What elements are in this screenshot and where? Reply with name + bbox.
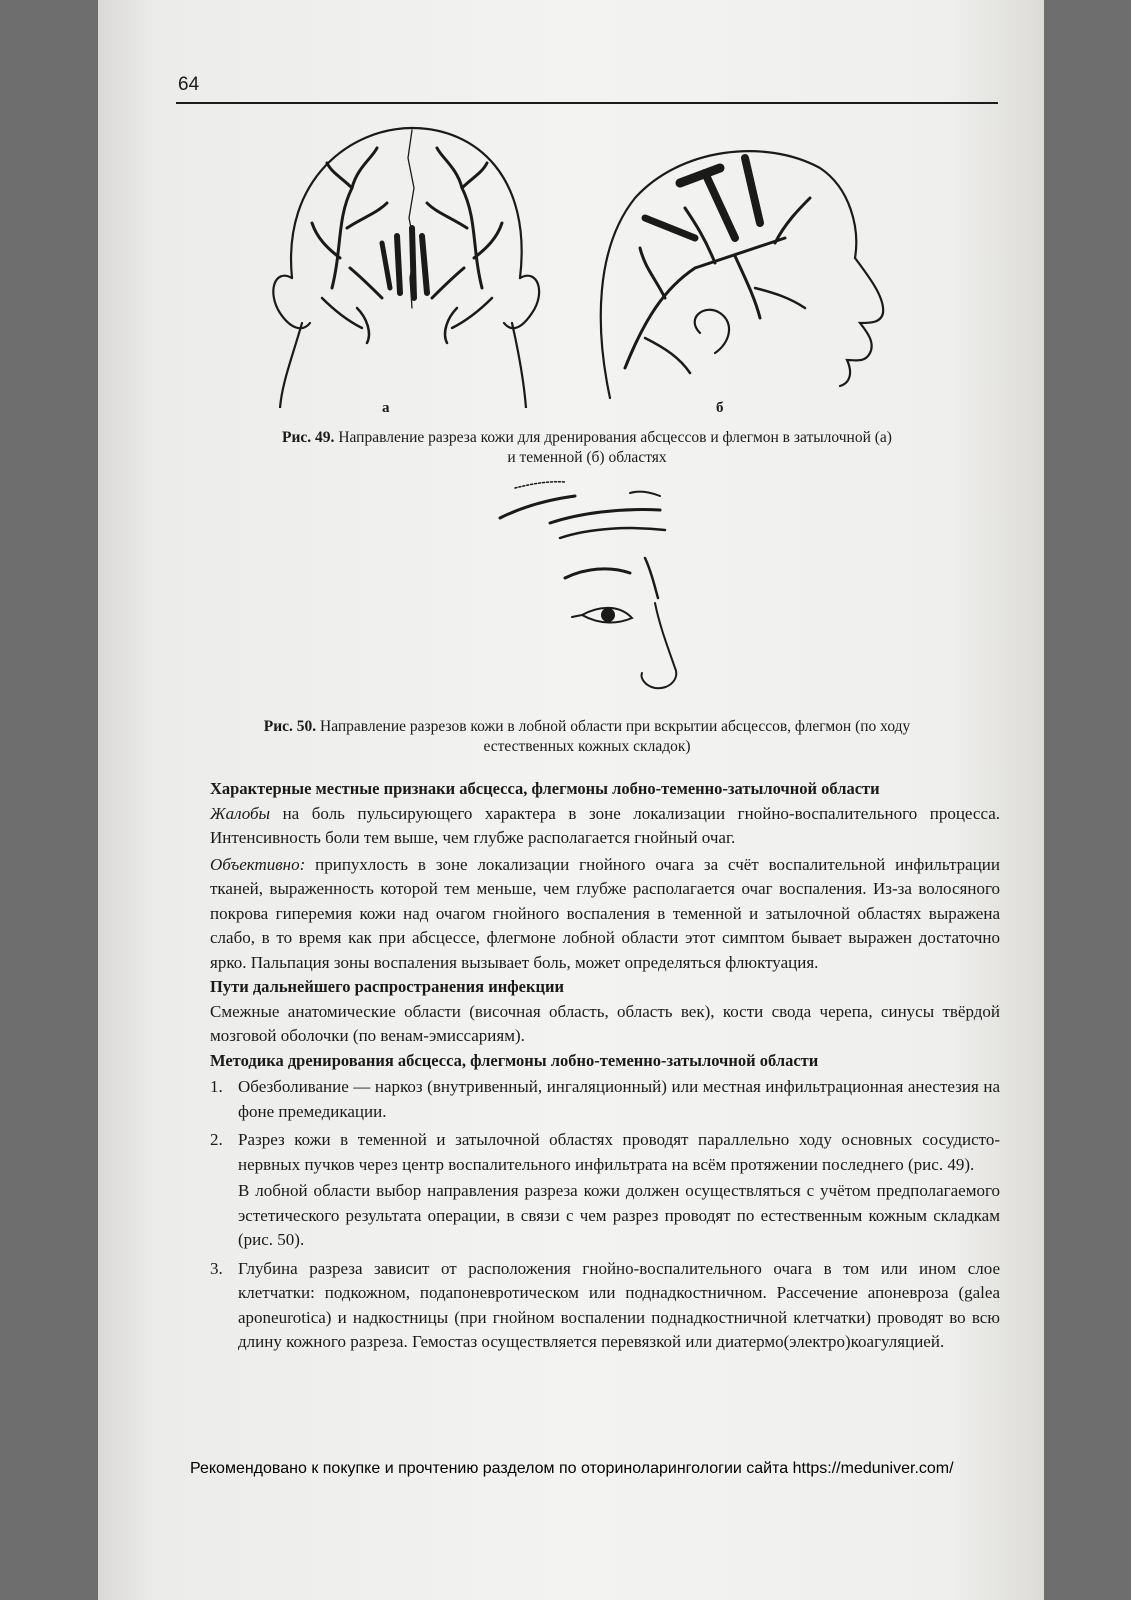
main-text (210, 777, 1000, 1359)
figure-49b-parietal-illustration (585, 128, 895, 408)
list-item (210, 1257, 1000, 1355)
figure-49-caption-number: Рис. 49. (282, 429, 335, 446)
list-item-text: Глубина разреза зависит от расположения гнойно-воспалительного очага в том или ином слое клетчатки: подкожном, подапоневротическом или поднадкостничном. Рассечение апоневроза (galea aponeurotica) и надкостницы (при гнойном воспалении поднадкостничной клетчатки) проводят во всю длину кожного разреза. Гемостаз осуществляется перевязкой или диатермо(электро)коагуляцией. (238, 1258, 1000, 1351)
list-item-number: 3. (210, 1258, 223, 1278)
objective-paragraph (210, 853, 1000, 976)
complaints-paragraph (210, 802, 1000, 851)
complaints-lead: Жалобы (210, 803, 271, 823)
figure-49b-label: б (716, 400, 724, 416)
figure-50-frontal-illustration (490, 478, 690, 708)
figure-49-caption-text-2: и теменной (б) областях (507, 449, 667, 466)
objective-text: припухлость в зоне локализации гнойного очага за счёт воспалительной инфильтрации тканей, выраженность которой тем меньше, чем глубже располагается очаг воспаления. Из-за волосяного покрова гиперемия кожи над очагом гнойного воспаления в теменной и затылочной областях выражена слабо, в то время как при абсцессе, флегмоне лобной области этот симптом бывает выражен достаточно ярко. Пальпация зоны воспаления вызывает боль, может определяться флюктуация. (210, 854, 1000, 972)
figure-50-caption-number: Рис. 50. (263, 718, 317, 735)
figure-49a-occipital-illustration (262, 118, 552, 408)
figure-50-caption-text: Направление разрезов кожи в лобной области при вскрытии абсцессов, флегмон (по ходу (320, 718, 911, 735)
figure-49a-label: а (382, 400, 390, 416)
section-heading-spread: Пути дальнейшего распространения инфекции (210, 977, 565, 996)
figure-49-caption-text: Направление разреза кожи для дренирования абсцессов и флегмон в затылочной (а) (338, 429, 892, 446)
list-item (210, 1075, 1000, 1124)
section-heading-drainage: Методика дренирования абсцесса, флегмоны лобно-теменно-затылочной области (210, 1050, 819, 1070)
list-item (210, 1128, 1000, 1253)
footer-recommendation: Рекомендовано к покупке и прочтению разделом по оториноларингологии сайта https://meduniver.com/ (190, 1460, 954, 1477)
list-item-extra: В лобной области выбор направления разреза кожи должен осуществляться с учётом предполагаемого эстетического результата операции, в связи с чем разрез проводят по естественным кожным складкам (рис. 50). (238, 1181, 1000, 1249)
header-rule (176, 102, 998, 104)
spread-paragraph: Смежные анатомические области (височная область, область век), кости свода черепа, синусы твёрдой мозговой оболочки (по венам-эмиссариям). (210, 1001, 1000, 1045)
list-item-number: 2. (210, 1130, 223, 1149)
section-heading-local-signs: Характерные местные признаки абсцесса, флегмоны лобно-теменно-затылочной области (210, 779, 880, 798)
figure-50-caption-text-2: естественных кожных складок) (483, 738, 691, 755)
page-number: 64 (178, 74, 200, 95)
drainage-steps-list (210, 1075, 1000, 1355)
figure-49-caption (176, 428, 998, 468)
objective-lead: Объективно: (210, 854, 306, 874)
list-item-number: 1. (210, 1077, 223, 1096)
complaints-text: на боль пульсирующего характера в зоне локализации гнойно-воспалительного процесса. Интенсивность боли тем выше, чем глубже располагается гнойный очаг. (210, 803, 1000, 847)
list-item-text: Обезболивание — наркоз (внутривенный, ингаляционный) или местная инфильтрационная анестезия на фоне премедикации. (238, 1077, 1000, 1121)
list-item-text: Разрез кожи в теменной и затылочной областях проводят параллельно ходу основных сосудисто-нервных пучков через центр воспалительного инфильтрата на всём протяжении последнего (рис. 49). (238, 1130, 1000, 1174)
figure-50-caption (176, 717, 998, 757)
